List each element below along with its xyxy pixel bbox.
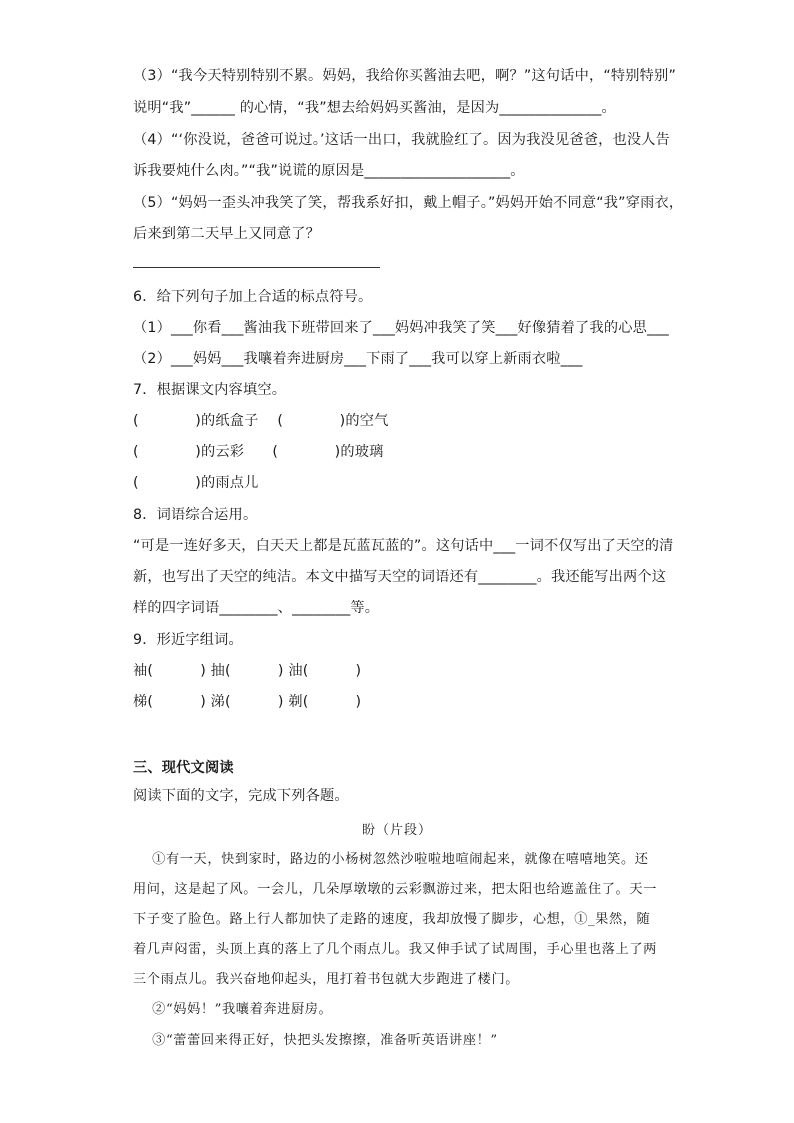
question-8-line-2: 新，也写出了天空的纯洁。本文中描写天空的词语还有________。我还能写出两个这 [133, 569, 667, 585]
question-9-heading: 9．形近字组词。 [133, 632, 243, 648]
question-7-row-2: ( )的云彩 ( )的玻璃 [133, 444, 384, 460]
passage-line-6: ②“妈妈！”我嚷着奔进厨房。 [133, 1002, 333, 1017]
question-4-line-2: 诉我要炖什么肉。”“我”说谎的原因是____________________。 [133, 163, 525, 179]
question-6-heading: 6．给下列句子加上合适的标点符号。 [133, 289, 373, 305]
question-9-row-2: 梯( ) 涕( ) 剃( ) [133, 694, 362, 710]
question-6-item-1: （1）___你看___酱油我下班带回来了___妈妈冲我笑了笑___好像猜着了我的心思___ [133, 320, 669, 336]
question-3-line-1: （3）“我今天特别特别不累。妈妈，我给你买酱油去吧，啊？”这句话中，“特别特别” [133, 68, 676, 84]
question-5-line-2: 后来到第二天早上又同意了？ [133, 226, 321, 242]
passage-title: 盼（片段） [361, 823, 432, 838]
question-8-line-3: 样的四字词语________、________等。 [133, 600, 380, 616]
question-8-heading: 8．词语综合运用。 [133, 507, 258, 523]
question-4-line-1: （4）“‘你没说，爸爸可说过。’这话一出口，我就脸红了。因为我没见爸爸，也没人告 [133, 132, 671, 148]
section-3-heading: 三、现代文阅读 [133, 760, 234, 776]
question-3-line-2: 说明“我”______ 的心情，“我”想去给妈妈买酱油，是因为______________。 [133, 100, 616, 116]
passage-line-2: 用问，这是起了风。一会儿，几朵厚墩墩的云彩飘游过来，把太阳也给遮盖住了。天一 [133, 882, 657, 897]
passage-line-1: ①有一天，快到家时，路边的小杨树忽然沙啦啦地喧闹起来，就像在嘻嘻地笑。还 [133, 852, 649, 867]
passage-line-7: ③“蕾蕾回来得正好，快把头发擦擦，准备听英语讲座！” [133, 1033, 498, 1048]
question-9-row-1: 袖( ) 抽( ) 油( ) [133, 663, 362, 679]
passage-line-3: 下子变了脸色。路上行人都加快了走路的速度，我却放慢了脚步，心想，①_果然，随 [133, 912, 651, 927]
passage-line-4: 着几声闷雷，头顶上真的落上了几个雨点儿。我又伸手试了试周围，手心里也落上了两 [133, 942, 657, 957]
question-7-row-1: ( )的纸盒子 ( )的空气 [133, 413, 389, 429]
answer-line[interactable] [133, 267, 380, 268]
question-6-item-2: （2）___妈妈___我嚷着奔进厨房___下雨了___我可以穿上新雨衣啦___ [133, 351, 583, 367]
question-7-row-3: ( )的雨点儿 [133, 475, 259, 491]
question-7-heading: 7．根据课文内容填空。 [133, 382, 287, 398]
question-8-line-1: “可是一连好多天，白天天上都是瓦蓝瓦蓝的”。这句话中___一词不仅写出了天空的清 [133, 538, 674, 554]
question-5-line-1: （5）“妈妈一歪头冲我笑了笑，帮我系好扣，戴上帽子。”妈妈开始不同意“我”穿雨衣， [133, 195, 684, 211]
passage-line-5: 三个雨点儿。我兴奋地仰起头，甩打着书包就大步跑进了楼门。 [133, 972, 520, 987]
section-3-instruction: 阅读下面的文字，完成下列各题。 [133, 788, 349, 804]
